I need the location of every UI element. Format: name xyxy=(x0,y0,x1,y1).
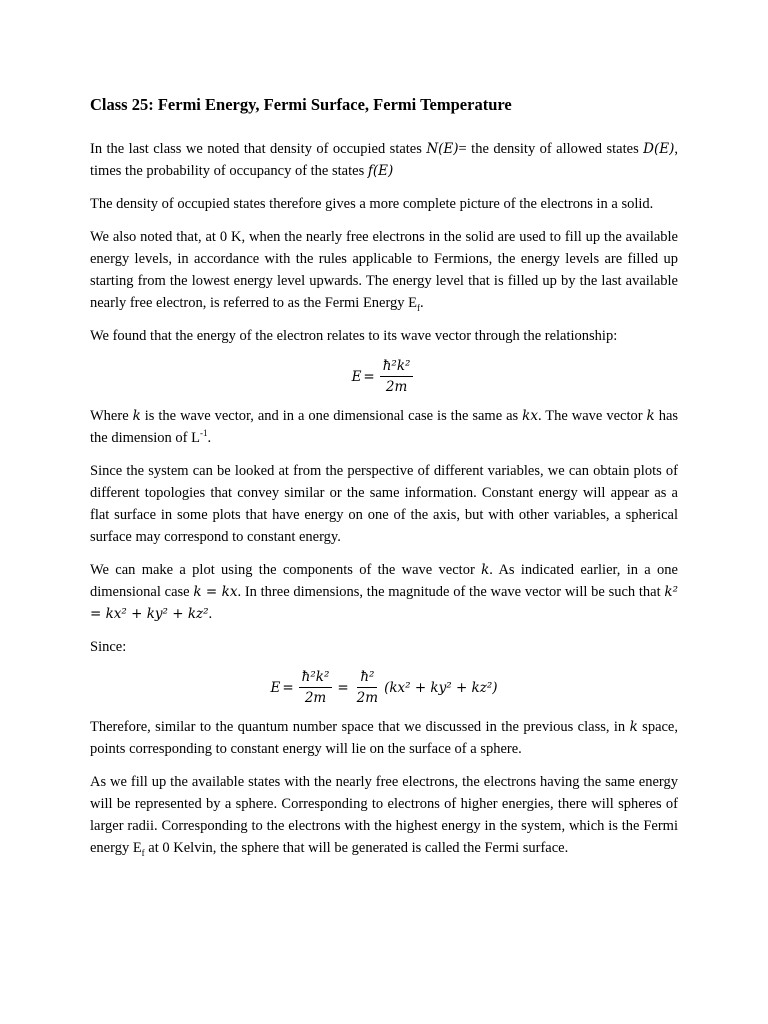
paragraph-k-space: Therefore, similar to the quantum number space that we discussed in the previous class, in k space, points corresponding to constant energy will lie on the surface of a sphere. xyxy=(90,719,678,757)
math-n-e: N(E) xyxy=(426,141,459,157)
equation-energy-wavevector: E = $\frac{\text{ħ²k²}}{2m}$ xyxy=(90,358,678,395)
math-f-e: f(E) xyxy=(367,163,394,179)
paragraph-topologies: Since the system can be looked at from the perspective of different variables, we can obtain plots of different topologies that convey similar or the same information. Constant energy will appear as a flat surface in some plots that have energy on one of the axis, but with other variables, a spherical surface may correspond to constant energy. xyxy=(90,463,678,545)
equation-energy-components: E = $\frac{\text{ħ²k²}}{2m}$ = $\frac{\text{ħ²}}{2m}$ (kx² + ky² + kz²) xyxy=(270,669,498,706)
paragraph-since: Since: xyxy=(90,639,127,655)
paragraph-wave-vector: Where k is the wave vector, and in a one dimensional case is the same as kx. The wave vector k has the dimension of $L^{-1}$. xyxy=(90,408,679,446)
paragraph-complete-picture: The density of occupied states therefore gives a more complete picture of the electrons in a solid. xyxy=(90,196,654,212)
paragraph-occupied-states: In the last class we noted that density of occupied states N(E)= the density of allowed states D(E), times the probability of occupancy of the states f(E) xyxy=(90,141,679,179)
document-body xyxy=(90,94,678,870)
math-d-e: D(E) xyxy=(643,141,675,157)
page-title: Class 25: Fermi Energy, Fermi Surface, Fermi Temperature xyxy=(90,95,512,114)
paragraph-fermi-energy: We also noted that, at 0 K, when the nearly free electrons in the solid are used to fill up the available energy levels, in accordance with the rules applicable to Fermions, the energy levels are filled up starting from the lowest energy level upwards. The energy level that is filled up by the last available nearly free electron, is referred to as the Fermi Energy $E_f$. xyxy=(90,229,678,313)
paragraph-relationship: We found that the energy of the electron relates to its wave vector through the relationship: xyxy=(90,328,618,344)
paragraph-fermi-surface: As we fill up the available states with the nearly free electrons, the electrons having the same energy will be represented by a sphere. Corresponding to electrons of higher energies, there will spheres of larger radii. Corresponding to the electrons with the highest energy in the system, which is the Fermi energy $E_f$ at 0 Kelvin, the sphere that will be generated is called the Fermi surface. xyxy=(90,774,678,858)
paragraph-components: We can make a plot using the components of the wave vector k. As indicated earlier, in a one dimensional case k = kx. In three dimensions, the magnitude of the wave vector will be such that k² = kx² + ky² + kz². xyxy=(90,562,678,622)
